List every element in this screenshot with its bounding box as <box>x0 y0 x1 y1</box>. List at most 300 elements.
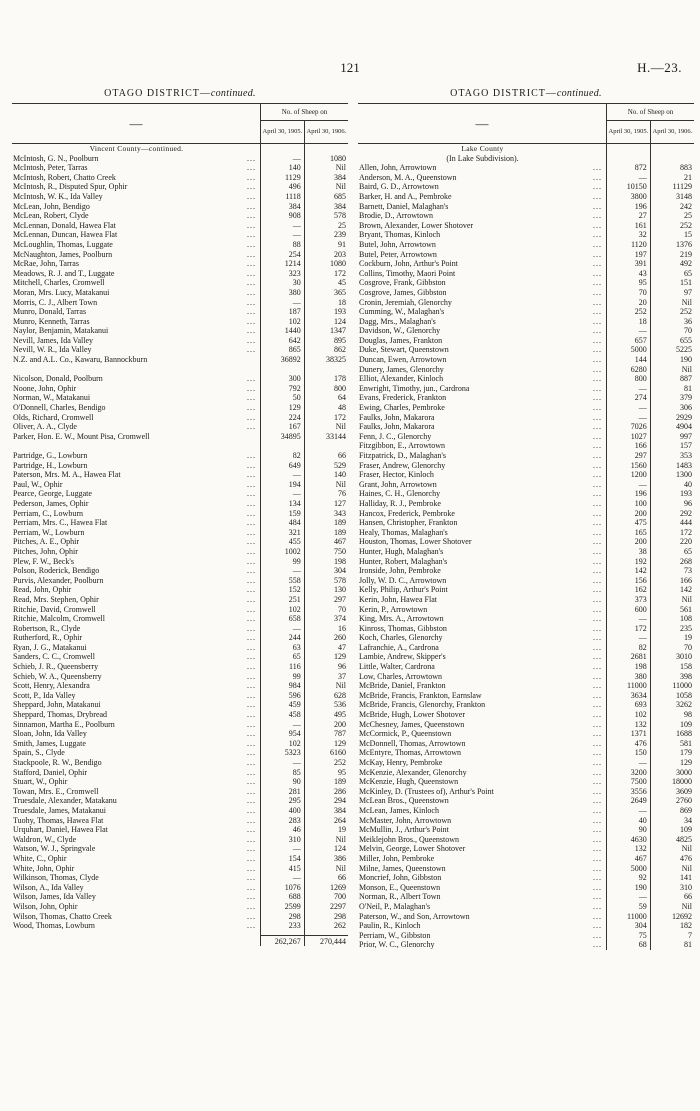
leader-dots: ... <box>593 892 602 902</box>
owner-name: McIntosh, G. N., Poolburn ... <box>13 153 256 163</box>
sheep-1905: 5323 <box>261 748 305 758</box>
leader-dots: ... <box>593 786 602 796</box>
sheep-1905: — <box>607 326 651 336</box>
table-row <box>358 221 694 231</box>
leader-dots: ... <box>247 335 256 345</box>
sheep-1906: 260 <box>334 633 346 643</box>
leader-dots: ... <box>247 470 256 480</box>
leader-dots: ... <box>247 191 256 201</box>
leader-dots: ... <box>247 220 256 230</box>
leader-dots: ... <box>247 163 256 173</box>
leader-dots: ... <box>247 556 256 566</box>
owner-name: Ryan, J. G., Matakanui ... <box>13 642 256 652</box>
owner-name: McCormick, P., Queenstown ... <box>359 729 602 739</box>
sheep-1905: — <box>607 806 651 816</box>
table-row <box>358 912 694 922</box>
leader-dots: ... <box>247 853 256 863</box>
table-row <box>358 700 694 710</box>
sheep-1905: 295 <box>261 796 305 806</box>
sheep-1906: 96 <box>684 498 692 508</box>
owner-name: Rutherford, R., Ophir ... <box>13 633 256 643</box>
owner-name: Faulks, John, Makarora ... <box>359 412 602 422</box>
table-row <box>358 345 694 355</box>
owner-name: Baird, G. D., Arrowtown ... <box>359 182 602 192</box>
sheep-1906: 252 <box>680 307 692 317</box>
table-row <box>358 384 694 394</box>
sheep-1905: 1120 <box>607 240 651 250</box>
owner-name: Read, John, Ophir ... <box>13 585 256 595</box>
sheep-1905: 27 <box>607 211 651 221</box>
sheep-1905: 38 <box>607 547 651 557</box>
sheep-1906: 1300 <box>676 470 692 480</box>
sheep-1905: 162 <box>607 585 651 595</box>
owner-name: Towan, Mrs. E., Cromwell ... <box>13 786 256 796</box>
leader-dots: ... <box>593 537 602 547</box>
sheep-1905: — <box>607 413 651 423</box>
sheep-1906: 628 <box>334 690 346 700</box>
sheep-1906: 166 <box>680 575 692 585</box>
leader-dots: ... <box>593 690 602 700</box>
sheep-1906: Nil <box>681 297 692 307</box>
sheep-1905: 3200 <box>607 768 651 778</box>
sheep-1905: — <box>607 384 651 394</box>
sheep-1906: 1483 <box>676 460 692 470</box>
table-row <box>358 854 694 864</box>
sheep-1906: 182 <box>680 921 692 931</box>
leader-dots: ... <box>593 470 602 480</box>
leader-dots: ... <box>247 901 256 911</box>
sheep-1906: 97 <box>684 287 692 297</box>
owner-name: Nevill, W. R., Ida Valley ... <box>13 345 256 355</box>
sheep-1905: 75 <box>607 931 651 941</box>
owner-name: Dunery, James, Glenorchy ... <box>359 364 602 374</box>
sheep-1906: 4904 <box>676 422 692 432</box>
leader-dots: ... <box>593 940 602 950</box>
sheep-1906: 264 <box>334 815 346 825</box>
leader-dots: ... <box>593 853 602 863</box>
owner-name: Kerin, P., Arrowtown ... <box>359 604 602 614</box>
table-row <box>358 892 694 902</box>
owner-name: Partridge, G., Lowburn ... <box>13 451 256 460</box>
sheep-1905: 196 <box>607 489 651 499</box>
sheep-1905: 484 <box>261 518 305 528</box>
sheep-1906: 262 <box>334 921 346 931</box>
leader-dots: ... <box>593 844 602 854</box>
table-row <box>12 509 348 519</box>
leader-dots: ... <box>593 268 602 278</box>
sheep-1906: 5225 <box>676 345 692 355</box>
sheep-1905: 642 <box>261 336 305 346</box>
sheep-1906: 66 <box>338 873 346 883</box>
table-row <box>12 259 348 269</box>
owner-name: Vincent County—continued. <box>89 144 184 153</box>
leader-dots: ... <box>593 921 602 931</box>
sheep-1905: 102 <box>607 710 651 720</box>
owner-name: Munro, Donald, Tarras ... <box>13 307 256 317</box>
sheep-1906: 476 <box>680 853 692 863</box>
leader-dots: ... <box>247 585 256 595</box>
owner-name: Kinross, Thomas, Gibbston ... <box>359 623 602 633</box>
owner-name: McBride, Daniel, Frankton ... <box>359 681 602 691</box>
sheep-1906: 81 <box>684 383 692 393</box>
sheep-1905: 20 <box>607 298 651 308</box>
owner-name: Nevill, James, Ida Valley ... <box>13 335 256 345</box>
sheep-1905: 7026 <box>607 422 651 432</box>
sheep-1906: 2760 <box>676 796 692 806</box>
leader-dots: ... <box>247 614 256 624</box>
table-row <box>358 806 694 816</box>
sheep-1906: 25 <box>684 211 692 221</box>
sheep-1906: 862 <box>334 345 346 355</box>
leader-dots: ... <box>247 508 256 518</box>
owner-name: Perriam, C., Lowburn ... <box>13 508 256 518</box>
table-row <box>358 374 694 384</box>
left-header-name: — <box>12 104 261 144</box>
leader-dots: ... <box>593 364 602 374</box>
sheep-1906: 386 <box>334 853 346 863</box>
leader-dots: ... <box>247 921 256 931</box>
sheep-1906: 6160 <box>330 748 346 758</box>
leader-dots: ... <box>247 700 256 710</box>
leader-dots: ... <box>247 882 256 892</box>
sheep-1905: 46 <box>261 825 305 835</box>
sheep-1905: 50 <box>261 393 305 403</box>
table-row <box>358 796 694 806</box>
table-row <box>358 288 694 298</box>
sheep-1906: Nil <box>335 479 346 489</box>
sheep-1906: 252 <box>334 758 346 767</box>
owner-name: Schieb, J. R., Queensberry ... <box>13 662 256 672</box>
owner-name: Paul, W., Ophir ... <box>13 479 256 489</box>
left-table-body <box>12 144 348 947</box>
leader-dots: ... <box>593 758 602 767</box>
sheep-1905: — <box>261 873 305 883</box>
leader-dots: ... <box>247 690 256 700</box>
leader-dots: ... <box>247 489 256 499</box>
table-row <box>12 691 348 701</box>
sheep-1905: 167 <box>261 422 305 432</box>
owner-name: O'Neil, P., Malaghan's ... <box>359 901 602 911</box>
owner-name: Olds, Richard, Cromwell ... <box>13 412 256 422</box>
sheep-1905: 3800 <box>607 192 651 202</box>
table-row <box>358 451 694 461</box>
sheep-1905: 384 <box>261 202 305 212</box>
sheep-1905: 90 <box>261 777 305 787</box>
sheep-1905: 172 <box>607 624 651 634</box>
leader-dots: ... <box>247 594 256 604</box>
sheep-1906: 189 <box>334 518 346 528</box>
table-row <box>358 250 694 260</box>
sheep-1906: 7 <box>688 930 692 940</box>
leader-dots: ... <box>247 479 256 489</box>
table-row <box>358 566 694 576</box>
leader-dots: ... <box>593 662 602 672</box>
table-row <box>358 825 694 835</box>
sheep-1905: 100 <box>607 499 651 509</box>
sheep-1905: — <box>607 173 651 183</box>
sheep-1906: 578 <box>334 211 346 221</box>
leader-dots: ... <box>593 681 602 691</box>
table-row <box>358 365 694 375</box>
sheep-1905 <box>261 144 305 154</box>
sheep-1906: 45 <box>338 278 346 288</box>
sheep-1906: 306 <box>680 403 692 413</box>
leader-dots: ... <box>593 930 602 940</box>
table-row <box>358 547 694 557</box>
sheep-1905: 657 <box>607 336 651 346</box>
sheep-1905: 274 <box>607 393 651 403</box>
table-row <box>12 643 348 653</box>
owner-name: Fenn, J. C., Glenorchy ... <box>359 431 602 441</box>
leader-dots: ... <box>593 911 602 921</box>
sheep-1906: 142 <box>680 585 692 595</box>
owner-name: McLennan, Duncan, Hawea Flat ... <box>13 230 256 240</box>
leader-dots: ... <box>247 748 256 758</box>
table-row <box>358 835 694 845</box>
leader-dots: ... <box>247 249 256 259</box>
left-header-1906: April 30, 1906. <box>304 121 348 144</box>
table-row <box>358 691 694 701</box>
leader-dots: ... <box>593 374 602 384</box>
table-row <box>12 317 348 327</box>
sheep-1905: 63 <box>261 643 305 653</box>
owner-name: Brodie, D., Arrowtown ... <box>359 211 602 221</box>
sheep-1905: 693 <box>607 700 651 710</box>
table-row <box>12 326 348 336</box>
owner-name: Pitches, John, Ophir ... <box>13 546 256 556</box>
leader-dots: ... <box>593 873 602 883</box>
sheep-1905: 132 <box>607 720 651 730</box>
owner-name: Butel, Peter, Arrowtown ... <box>359 249 602 259</box>
sheep-1905: 233 <box>261 921 305 931</box>
owner-name: N.Z. and A.L. Co., Kawaru, Bannockburn <box>13 355 148 365</box>
table-row <box>358 528 694 538</box>
owner-name: Paterson, W., and Son, Arrowtown ... <box>359 911 602 921</box>
leader-dots: ... <box>593 230 602 240</box>
sheep-1906: 81 <box>684 940 692 950</box>
leader-dots: ... <box>593 738 602 748</box>
table-row <box>12 211 348 221</box>
leader-dots: ... <box>247 422 256 432</box>
sheep-1906: 444 <box>680 518 692 528</box>
table-row <box>12 557 348 567</box>
sheep-1906: 25 <box>338 220 346 230</box>
leader-dots: ... <box>593 710 602 720</box>
sheep-1905: 187 <box>261 307 305 317</box>
table-row <box>12 796 348 806</box>
sheep-1905: 70 <box>607 288 651 298</box>
sheep-1905: 1440 <box>261 326 305 336</box>
table-row <box>12 892 348 902</box>
sheep-1906: 21 <box>684 172 692 182</box>
leader-dots: ... <box>593 815 602 825</box>
sheep-1905: 323 <box>261 269 305 279</box>
owner-name: Spain, S., Clyde ... <box>13 748 256 758</box>
table-row <box>12 912 348 922</box>
owner-name: Meiklejohn Bros., Queenstown ... <box>359 834 602 844</box>
table-row <box>12 489 348 499</box>
table-row <box>358 240 694 250</box>
sheep-1906: 578 <box>334 575 346 585</box>
leader-dots: ... <box>593 316 602 326</box>
owner-name: Sinnamon, Martha E., Poolburn ... <box>13 719 256 729</box>
owner-name: White, C., Ophir ... <box>13 853 256 863</box>
table-row <box>12 710 348 720</box>
sheep-1906: 129 <box>334 652 346 662</box>
owner-name: Truesdale, Alexander, Matakanu ... <box>13 796 256 806</box>
leader-dots: ... <box>247 825 256 835</box>
sheep-1906: 239 <box>334 230 346 240</box>
leader-dots: ... <box>593 882 602 892</box>
sheep-1905: 36892 <box>261 355 305 374</box>
sheep-1905: 558 <box>261 576 305 586</box>
table-row <box>358 230 694 240</box>
sheep-1906: 172 <box>680 527 692 537</box>
sheep-1906: 70 <box>338 604 346 614</box>
sheep-1906: 2297 <box>330 901 346 911</box>
sheep-1905: 600 <box>607 605 651 615</box>
table-row <box>12 480 348 490</box>
table-row <box>12 470 348 480</box>
leader-dots: ... <box>247 527 256 537</box>
owner-name: McBride, Francis, Frankton, Earnslaw ... <box>359 690 602 700</box>
sheep-1905: 2681 <box>607 652 651 662</box>
table-row <box>358 758 694 768</box>
owner-name: Elliot, Alexander, Kinloch ... <box>359 374 602 384</box>
sheep-1905 <box>607 154 651 164</box>
table-row <box>12 269 348 279</box>
table-row <box>358 489 694 499</box>
owner-name: Ritchie, David, Cromwell ... <box>13 604 256 614</box>
sheep-1905: 140 <box>261 163 305 173</box>
table-row <box>12 547 348 557</box>
sheep-1906: 529 <box>334 460 346 470</box>
owner-name: Tuohy, Thomas, Hawea Flat ... <box>13 815 256 825</box>
leader-dots: ... <box>247 604 256 614</box>
table-row <box>12 182 348 192</box>
table-row <box>358 902 694 912</box>
page-reference: H.—23. <box>637 60 682 75</box>
sheep-1905: 3556 <box>607 787 651 797</box>
sheep-1906: 200 <box>334 719 346 729</box>
owner-name: Wilson, Thomas, Chatto Creek ... <box>13 911 256 921</box>
table-row <box>12 652 348 662</box>
sheep-1906 <box>304 144 348 154</box>
table-row <box>12 585 348 595</box>
sheep-1905: 159 <box>261 509 305 519</box>
sheep-1905: 1027 <box>607 432 651 442</box>
left-column-title <box>12 85 348 103</box>
sheep-1906: Nil <box>681 364 692 374</box>
sheep-1905: 95 <box>607 278 651 288</box>
sheep-1905: 1002 <box>261 547 305 557</box>
sheep-1905: 82 <box>607 643 651 653</box>
table-row <box>12 854 348 864</box>
owner-name: Houston, Thomas, Lower Shotover ... <box>359 537 602 547</box>
sheep-1905: 156 <box>607 576 651 586</box>
leader-dots: ... <box>593 585 602 595</box>
sheep-1906: 384 <box>334 172 346 182</box>
sheep-1906: 310 <box>680 882 692 892</box>
leader-dots: ... <box>593 604 602 614</box>
sheep-1906: 384 <box>334 805 346 815</box>
sheep-1906: 3148 <box>676 191 692 201</box>
sheep-1905: 1200 <box>607 470 651 480</box>
sheep-1905: 194 <box>261 480 305 490</box>
owner-name: Stuart, W., Ophir ... <box>13 777 256 787</box>
owner-name: McBride, Hugh, Lower Shotover ... <box>359 710 602 720</box>
table-row <box>12 345 348 355</box>
leader-dots: ... <box>593 729 602 739</box>
sheep-1905: 102 <box>261 317 305 327</box>
leader-dots: ... <box>593 777 602 787</box>
owner-name: Kelly, Philip, Arthur's Point ... <box>359 585 602 595</box>
leader-dots: ... <box>593 700 602 710</box>
owner-name: Mitchell, Charles, Cromwell ... <box>13 278 256 288</box>
sheep-1906: 129 <box>680 758 692 767</box>
leader-dots: ... <box>593 508 602 518</box>
right-column <box>358 85 694 950</box>
leader-dots: ... <box>247 873 256 883</box>
sheep-1905: 59 <box>607 902 651 912</box>
sheep-1906 <box>650 144 694 154</box>
table-row <box>12 154 348 164</box>
owner-name: Scott, P., Ida Valley ... <box>13 690 256 700</box>
left-title-main: OTAGO DISTRICT— <box>104 88 211 99</box>
sheep-1906: 398 <box>680 671 692 681</box>
table-row <box>12 935 348 946</box>
table-row <box>358 336 694 346</box>
owner-name: Hancox, Frederick, Pembroke ... <box>359 508 602 518</box>
sheep-1906: Nil <box>681 594 692 604</box>
sheep-1906: 298 <box>334 911 346 921</box>
sheep-1905: — <box>261 298 305 308</box>
owner-name: Urquhart, Daniel, Hawea Flat ... <box>13 825 256 835</box>
leader-dots: ... <box>247 623 256 633</box>
table-row <box>12 307 348 317</box>
sheep-1905: 800 <box>607 374 651 384</box>
sheep-1906: 379 <box>680 393 692 403</box>
sheep-1905: 129 <box>261 403 305 413</box>
sheep-1906: 270,444 <box>304 935 348 946</box>
sheep-1905: 300 <box>261 374 305 384</box>
owner-name: McLoughlin, Thomas, Luggate ... <box>13 239 256 249</box>
sheep-1906: 203 <box>334 249 346 259</box>
leader-dots: ... <box>247 911 256 921</box>
sheep-1906: 895 <box>334 335 346 345</box>
right-title-main: OTAGO DISTRICT— <box>450 88 557 99</box>
leader-dots: ... <box>593 671 602 681</box>
table-row <box>12 633 348 643</box>
sheep-1905: 391 <box>607 259 651 269</box>
owner-name: McIntosh, Robert, Chatto Creek ... <box>13 172 256 182</box>
sheep-1905: 304 <box>607 921 651 931</box>
sheep-1906: 96 <box>338 662 346 672</box>
owner-name: Faulks, John, Makarora ... <box>359 422 602 432</box>
sheep-1906: 1058 <box>676 690 692 700</box>
right-title-continued: continued. <box>556 88 602 99</box>
leader-dots: ... <box>593 211 602 221</box>
sheep-1906: 3262 <box>676 700 692 710</box>
owner-name: Duke, Stewart, Queenstown ... <box>359 345 602 355</box>
sheep-1906: 353 <box>680 451 692 460</box>
leader-dots: ... <box>247 805 256 815</box>
leader-dots: ... <box>593 614 602 624</box>
leader-dots: ... <box>593 556 602 566</box>
leader-dots: ... <box>593 422 602 432</box>
sheep-1905: 43 <box>607 269 651 279</box>
leader-dots: ... <box>593 901 602 911</box>
